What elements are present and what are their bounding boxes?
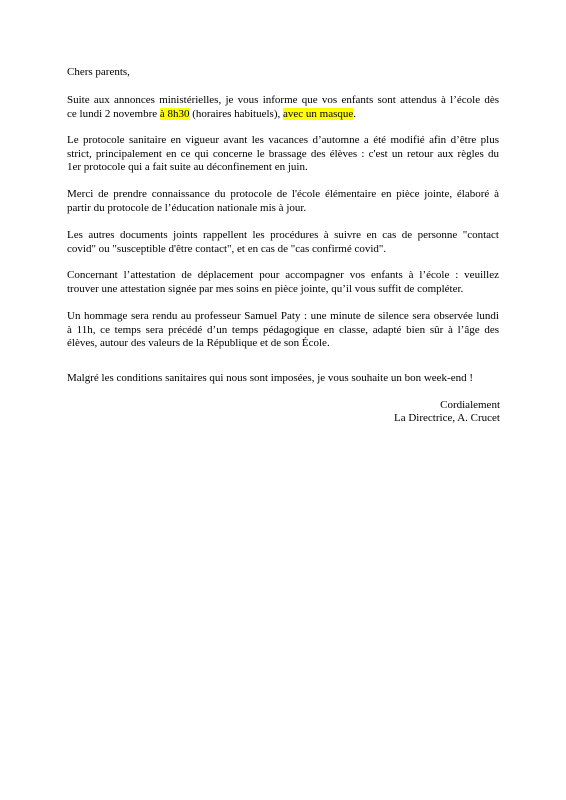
paragraph-line: à 11h, ce temps sera précédé d’un temps pédagogique en classe, adapté bien sûr à l’âge des bbox=[67, 323, 499, 336]
paragraph-line: élèves, autour des valeurs de la République et de son École. bbox=[67, 337, 330, 349]
paragraph-line bbox=[67, 108, 499, 122]
paragraph-attestation bbox=[67, 269, 499, 296]
closing-wish: Malgré les conditions sanitaires qui nous sont imposées, je vous souhaite un bon week-end ! bbox=[67, 372, 474, 384]
text-fragment: . bbox=[353, 107, 356, 120]
sign-off: Cordialement bbox=[440, 399, 500, 411]
paragraph-line: Concernant l’attestation de déplacement pour accompagner vos enfants à l’école : veuillez bbox=[67, 269, 499, 281]
paragraph-line: strict, principalement en ce qui concerne le brassage des élèves : c'est un retour aux règles du bbox=[67, 147, 499, 160]
paragraph-line: Le protocole sanitaire en vigueur avant les vacances d’automne a été modifié afin d’être plus bbox=[67, 134, 499, 146]
paragraph-line: Un hommage sera rendu au professeur Samuel Paty : une minute de silence sera observée lundi bbox=[67, 310, 499, 322]
paragraph-line: trouver une attestation signée par mes soins en pièce jointe, qu’il vous suffit de compléter. bbox=[67, 282, 464, 295]
greeting: Chers parents, bbox=[67, 66, 130, 78]
paragraph-documents bbox=[67, 229, 499, 256]
paragraph-line: Merci de prendre connaissance du protocole de l'école élémentaire en pièce jointe, élaboré à bbox=[67, 188, 499, 200]
paragraph-protocol bbox=[67, 134, 499, 175]
paragraph-line: covid" ou "susceptible d'être contact", et en cas de "cas confirmé covid". bbox=[67, 242, 387, 255]
signature: La Directrice, A. Crucet bbox=[394, 412, 500, 424]
paragraph-school-protocol bbox=[67, 188, 499, 215]
time-highlight: à 8h30 bbox=[159, 107, 190, 120]
mask-highlight: avec un masque bbox=[282, 107, 354, 120]
text-fragment: ce lundi 2 novembre bbox=[67, 107, 160, 120]
paragraph-reopening bbox=[67, 94, 499, 121]
paragraph-line: Suite aux annonces ministérielles, je vous informe que vos enfants sont attendus à l’école dès bbox=[67, 94, 499, 106]
paragraph-line: Les autres documents joints rappellent les procédures à suivre en cas de personne "contact bbox=[67, 229, 499, 241]
text-fragment: (horaires habituels), bbox=[189, 107, 283, 120]
paragraph-line: 1er protocole qui a fait suite au déconfinement en juin. bbox=[67, 161, 308, 173]
paragraph-tribute bbox=[67, 310, 499, 351]
paragraph-line: partir du protocole de l’éducation nationale mis à jour. bbox=[67, 201, 307, 214]
